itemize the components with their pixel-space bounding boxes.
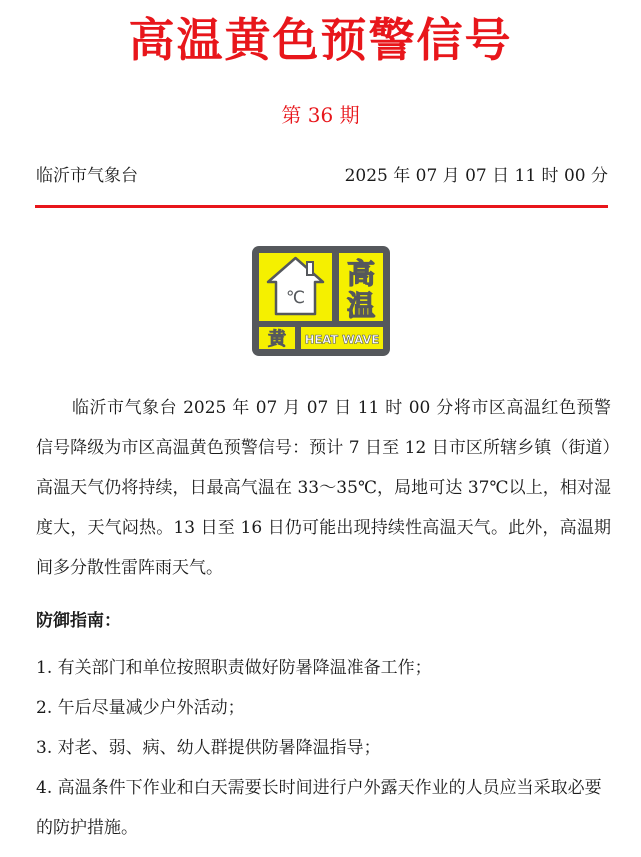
guide-heading: 防御指南： <box>36 611 121 631</box>
icon-label-en: HEAT WAVE <box>304 332 380 347</box>
issue-time: 2025 年 07 月 07 日 11 时 00 分 <box>344 166 608 186</box>
heat-wave-yellow-signal-icon <box>252 246 390 356</box>
guide-list <box>36 648 611 848</box>
guide-item: 3. 对老、弱、病、幼人群提供防暑降温指导； <box>36 738 381 758</box>
header-divider <box>35 205 608 208</box>
issuing-office: 临沂市气象台 <box>36 166 138 186</box>
guide-item: 4. 高温条件下作业和白天需要长时间进行户外露天作业的人员应当采取必要的防护措施。 <box>36 778 602 838</box>
icon-label-cn-2: 温 <box>346 289 376 322</box>
page-title: 高温黄色预警信号 <box>128 13 513 67</box>
guide-item: 2. 午后尽量减少户外活动； <box>36 698 245 718</box>
warning-body: 临沂市气象台 2025 年 07 月 07 日 11 时 00 分将市区高温红色预警信号降级为市区高温黄色预警信号：预计 7 日至 12 日市区所辖乡镇（街道）高温天气仍将持续，日最高气温在 33～35℃，局地可达 37℃以上，相对湿度大，天气闷热。13 日至 16 日仍可能出现持续性高温天气。此外，高温期间多分散性雷阵雨天气。 <box>36 398 612 578</box>
icon-label-cn-1: 高 <box>346 257 376 290</box>
issue-number: 第 36 期 <box>281 103 360 127</box>
guide-item: 1. 有关部门和单位按照职责做好防暑降温准备工作； <box>36 658 432 678</box>
icon-level-char: 黄 <box>268 329 286 350</box>
celsius-symbol: ℃ <box>285 288 306 308</box>
chimney-icon <box>307 262 313 275</box>
